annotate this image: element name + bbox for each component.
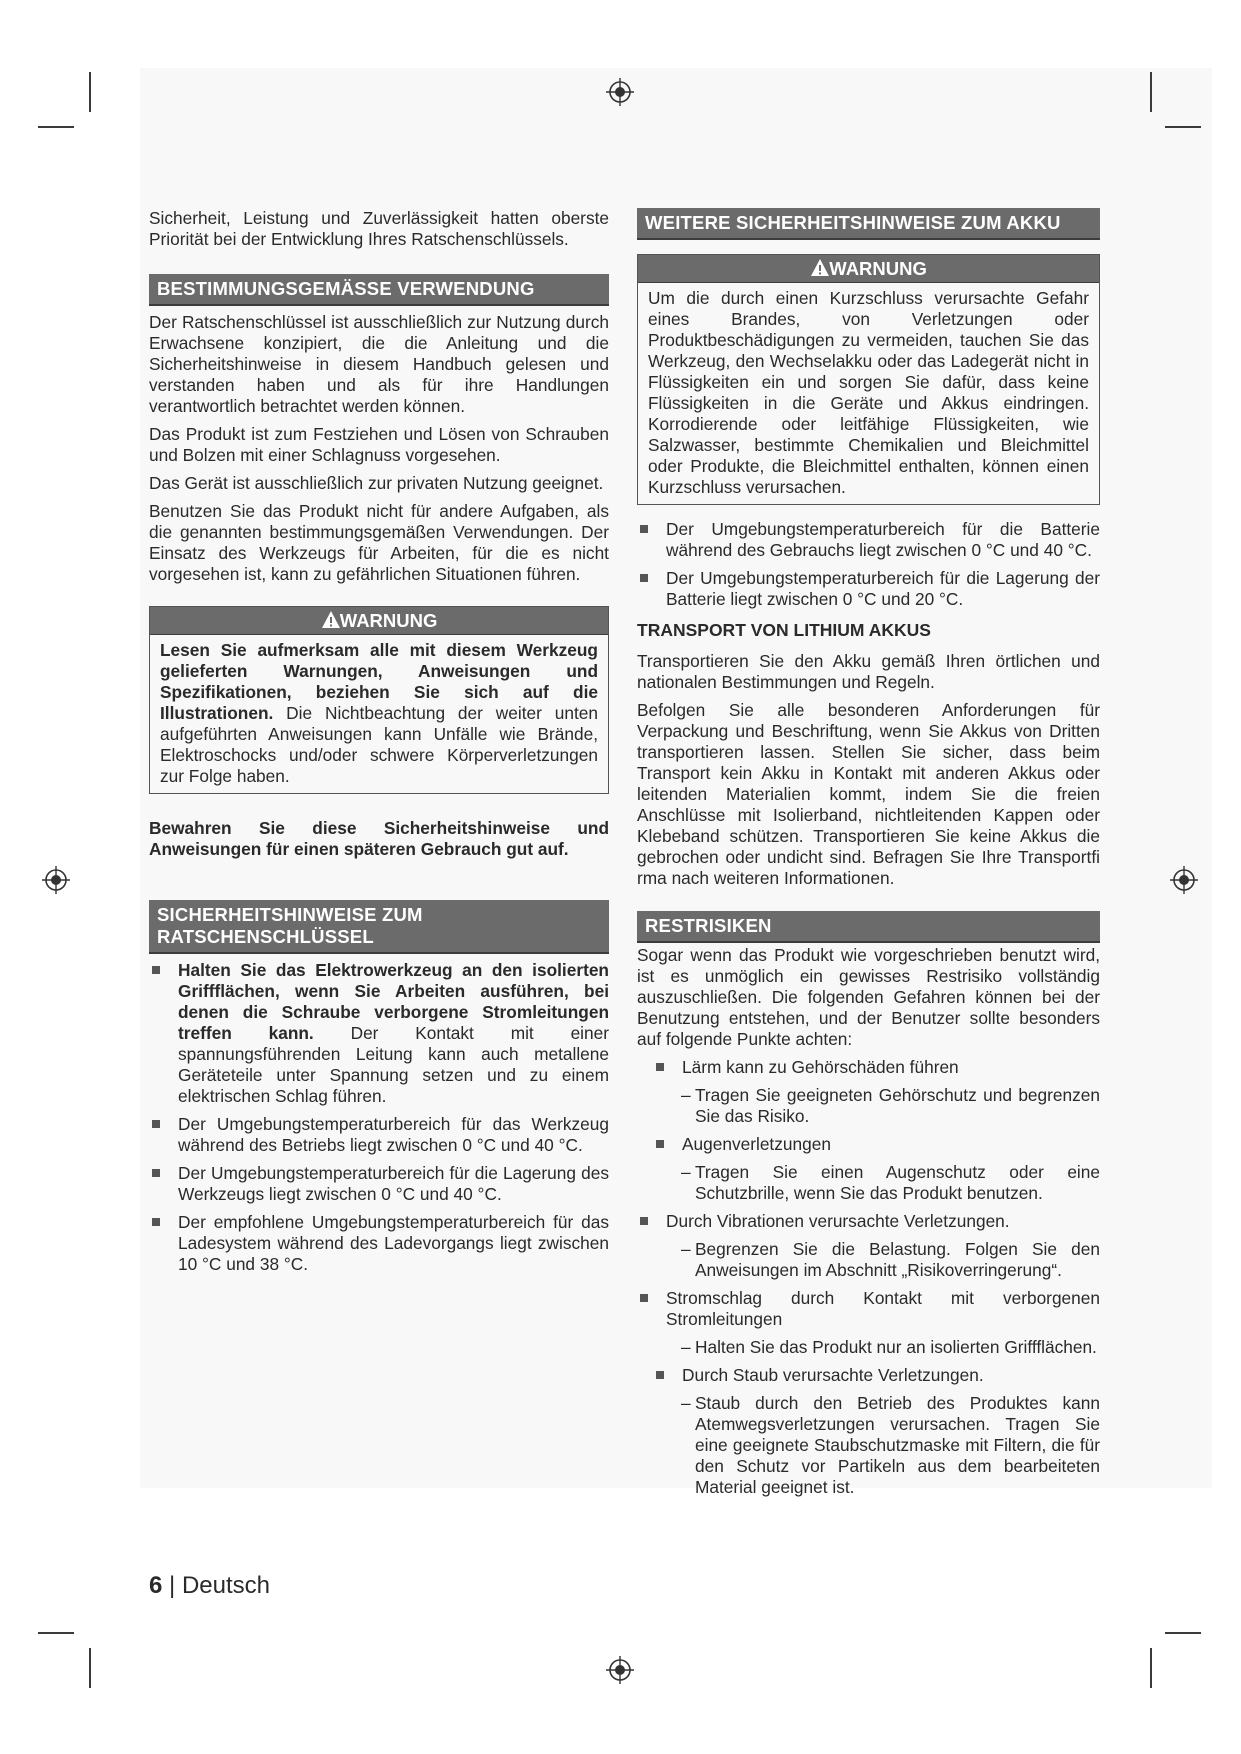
registration-mark-icon	[606, 1656, 634, 1684]
page-footer	[149, 1572, 270, 1600]
warning-header	[150, 607, 608, 635]
residual-risks-list	[637, 1365, 1100, 1386]
list-item: Der Umgebungstemperaturbereich für die Batterie während des Gebrauchs liegt zwischen 0 °C und 40 °C.	[637, 519, 1100, 561]
section-heading-residual-risks: RESTRISIKEN	[637, 911, 1100, 943]
list-subitem-text: Halten Sie das Produkt nur an isolierten Griffflächen.	[695, 1337, 1097, 1357]
section-heading-intended-use: BESTIMMUNGSGEMÄSSE VERWENDUNG	[149, 274, 609, 306]
residual-risks-list	[637, 1057, 1100, 1078]
crop-mark	[38, 126, 74, 128]
list-item: Der empfohlene Umgebungstemperaturbereich für das Ladesystem während des Ladevorgangs liegt zwischen 10 °C und 38 °C.	[149, 1212, 609, 1275]
crop-mark	[38, 1632, 74, 1634]
list-item-bold: Halten Sie das Elektrowerkzeug an den isolierten Griffflächen, wenn Sie Arbeiten ausführen, bei denen die Schraube verborgene Stromleitungen treffen kann.	[178, 960, 609, 1043]
residual-risks-paragraph: Sogar wenn das Produkt wie vorgeschrieben benutzt wird, ist es unmöglich ein gewisses Restrisiko vollständig auszuschließen. Die folgenden Gefahren können bei der Benutzung entstehen, und der Benutzer sollte besonders auf folgende Punkte achten:	[637, 945, 1100, 1049]
transport-paragraph: Transportieren Sie den Akku gemäß Ihren örtlichen und nationalen Bestimmungen und Regeln.	[637, 651, 1100, 692]
intended-use-paragraph: Der Ratschenschlüssel ist ausschließlich zur Nutzung durch Erwachsene konzipiert, die die Anleitung und die Sicherheitshinweise in diesem Handbuch gelesen und verstanden haben und als für ihre Handlungen verantwortlich betrachtet werden können.	[149, 312, 609, 416]
crop-mark	[1165, 1632, 1201, 1634]
keep-instructions-note: Bewahren Sie diese Sicherheitshinweise und Anweisungen für einen späteren Gebrauch gut auf.	[149, 818, 609, 859]
intended-use-paragraph: Das Produkt ist zum Festziehen und Lösen von Schrauben und Bolzen mit einer Schlagnuss vorgesehen.	[149, 424, 609, 465]
warning-header	[638, 255, 1099, 283]
transport-paragraph: Befolgen Sie alle besonderen Anforderungen für Verpackung und Beschriftung, wenn Sie Akkus von Dritten transportieren lassen. Stellen Sie sicher, dass beim Transport kein Akku in Kontakt mit anderen Akkus oder leitenden Materialien kommt, indem Sie die freien Anschlüsse mit Isolierband, nichtleitenden Kappen oder Klebeband schützen. Transportieren Sie keine Akkus die gebrochen oder undicht sind. Befragen Sie Ihre Transportfi rma nach weiteren Informationen.	[637, 700, 1100, 888]
warning-title: WARNUNG	[829, 258, 927, 279]
warning-body: Um die durch einen Kurzschluss verursachte Gefahr eines Brandes, von Verletzungen oder Produktbeschädigungen zu vermeiden, tauchen Sie das Werkzeug, den Wechselakku oder das Ladegerät nicht in Flüssigkeiten ein und sorgen Sie dafür, dass keine Flüssigkeiten in die Geräte und Akkus eindringen. Korrodierende oder leitfähige Flüssigkeiten, wie Salzwasser, bestimmte Chemikalien und Bleichmittel oder Produkte, die Bleichmittel enthalten, können einen Kurzschluss verursachen.	[648, 288, 1089, 497]
list-item	[149, 960, 609, 1107]
registration-mark-icon	[606, 78, 634, 106]
crop-mark	[1150, 72, 1152, 112]
ratchet-safety-list	[149, 960, 609, 1275]
list-subitem: – Begrenzen Sie die Belastung. Folgen Sie den Anweisungen im Abschnitt „Risikoverringerung“.	[681, 1239, 1100, 1280]
warning-body	[150, 635, 608, 793]
crop-mark	[89, 1648, 91, 1688]
residual-risks-list	[637, 1134, 1100, 1155]
warning-icon	[810, 258, 830, 278]
section-heading-battery-safety: WEITERE SICHERHEITSHINWEISE ZUM AKKU	[637, 208, 1100, 240]
list-subitem-text: Tragen Sie einen Augenschutz oder eine Schutzbrille, wenn Sie das Produkt benutzen.	[695, 1162, 1100, 1203]
footer-separator: |	[162, 1572, 182, 1599]
list-item: Der Umgebungstemperaturbereich für das Werkzeug während des Betriebs liegt zwischen 0 °C und 40 °C.	[149, 1114, 609, 1156]
list-item: Der Umgebungstemperaturbereich für die Lagerung des Werkzeugs liegt zwischen 0 °C und 40 °C.	[149, 1163, 609, 1205]
list-item: Stromschlag durch Kontakt mit verborgenen Stromleitungen	[637, 1288, 1100, 1330]
battery-temperature-list	[637, 519, 1100, 610]
intro-text: Sicherheit, Leistung und Zuverlässigkeit hatten oberste Priorität bei der Entwicklung Ihres Ratschenschlüssels.	[149, 208, 609, 249]
crop-mark	[89, 72, 91, 112]
registration-mark-icon	[42, 866, 70, 894]
warning-text: Die Nichtbeachtung der weiter unten aufgeführten Anweisungen kann Unfälle wie Brände, Elektroschocks und/oder schwere Körperverletzungen zur Folge haben.	[160, 703, 598, 786]
list-subitem: – Staub durch den Betrieb des Produktes kann Atemwegsverletzungen verursachen. Tragen Sie eine geeignete Staubschutzmaske mit Filtern, die für den Schutz vor Partikeln aus dem bearbeiteten Material geeignet ist.	[681, 1393, 1100, 1497]
list-subitem: – Tragen Sie einen Augenschutz oder eine Schutzbrille, wenn Sie das Produkt benutzen.	[681, 1162, 1100, 1203]
left-column	[149, 208, 609, 1282]
heading-line: RATSCHENSCHLÜSSEL	[157, 926, 374, 947]
registration-mark-icon	[1170, 866, 1198, 894]
transport-heading: TRANSPORT VON LITHIUM AKKUS	[637, 620, 931, 640]
list-item: Der Umgebungstemperaturbereich für die Lagerung der Batterie liegt zwischen 0 °C und 20 °C.	[637, 568, 1100, 610]
list-item: Augenverletzungen	[637, 1134, 1100, 1155]
crop-mark	[1165, 126, 1201, 128]
list-item: Lärm kann zu Gehörschäden führen	[637, 1057, 1100, 1078]
warning-box	[637, 254, 1100, 505]
intended-use-paragraph: Das Gerät ist ausschließlich zur privaten Nutzung geeignet.	[149, 473, 604, 493]
residual-risks-list	[637, 1211, 1100, 1232]
list-item-text: Der Kontakt mit einer spannungsführenden Leitung kann auch metallene Geräteteile unter Spannung setzen und zu einem elektrischen Schlag führen.	[178, 1023, 609, 1106]
list-subitem-text: Begrenzen Sie die Belastung. Folgen Sie den Anweisungen im Abschnitt „Risikoverringerung“.	[695, 1239, 1100, 1280]
warning-bold-text: Lesen Sie aufmerksam alle mit diesem Werkzeug gelieferten Warnungen, Anweisungen und Spezifikationen, beziehen Sie sich auf die Illustrationen.	[160, 640, 598, 723]
list-subitem: – Tragen Sie geeigneten Gehörschutz und begrenzen Sie das Risiko.	[681, 1085, 1100, 1126]
crop-mark	[1150, 1648, 1152, 1688]
heading-line: SICHERHEITSHINWEISE ZUM	[157, 904, 423, 925]
list-subitem: – Halten Sie das Produkt nur an isolierten Griffflächen.	[681, 1337, 1097, 1357]
footer-language: Deutsch	[181, 1572, 270, 1599]
section-heading-ratchet-safety	[149, 900, 609, 954]
right-column	[637, 208, 1100, 1505]
intended-use-paragraph: Benutzen Sie das Produkt nicht für andere Aufgaben, als die genannten bestimmungsgemäßen Verwendungen. Der Einsatz des Werkzeugs für Arbeiten, für die es nicht vorgesehen ist, kann zu gefährlichen Situationen führen.	[149, 501, 609, 584]
list-item: Durch Staub verursachte Verletzungen.	[637, 1365, 1100, 1386]
warning-icon	[321, 610, 341, 630]
list-item: Durch Vibrationen verursachte Verletzungen.	[637, 1211, 1100, 1232]
list-subitem-text: Tragen Sie geeigneten Gehörschutz und begrenzen Sie das Risiko.	[695, 1085, 1100, 1126]
warning-box	[149, 606, 609, 794]
warning-title: WARNUNG	[339, 610, 438, 631]
residual-risks-list	[637, 1288, 1100, 1330]
page-number: 6	[149, 1572, 163, 1599]
list-subitem-text: Staub durch den Betrieb des Produktes kann Atemwegsverletzungen verursachen. Tragen Sie eine geeignete Staubschutzmaske mit Filtern, die für den Schutz vor Partikeln aus dem bearbeiteten Material geeignet ist.	[695, 1393, 1100, 1497]
